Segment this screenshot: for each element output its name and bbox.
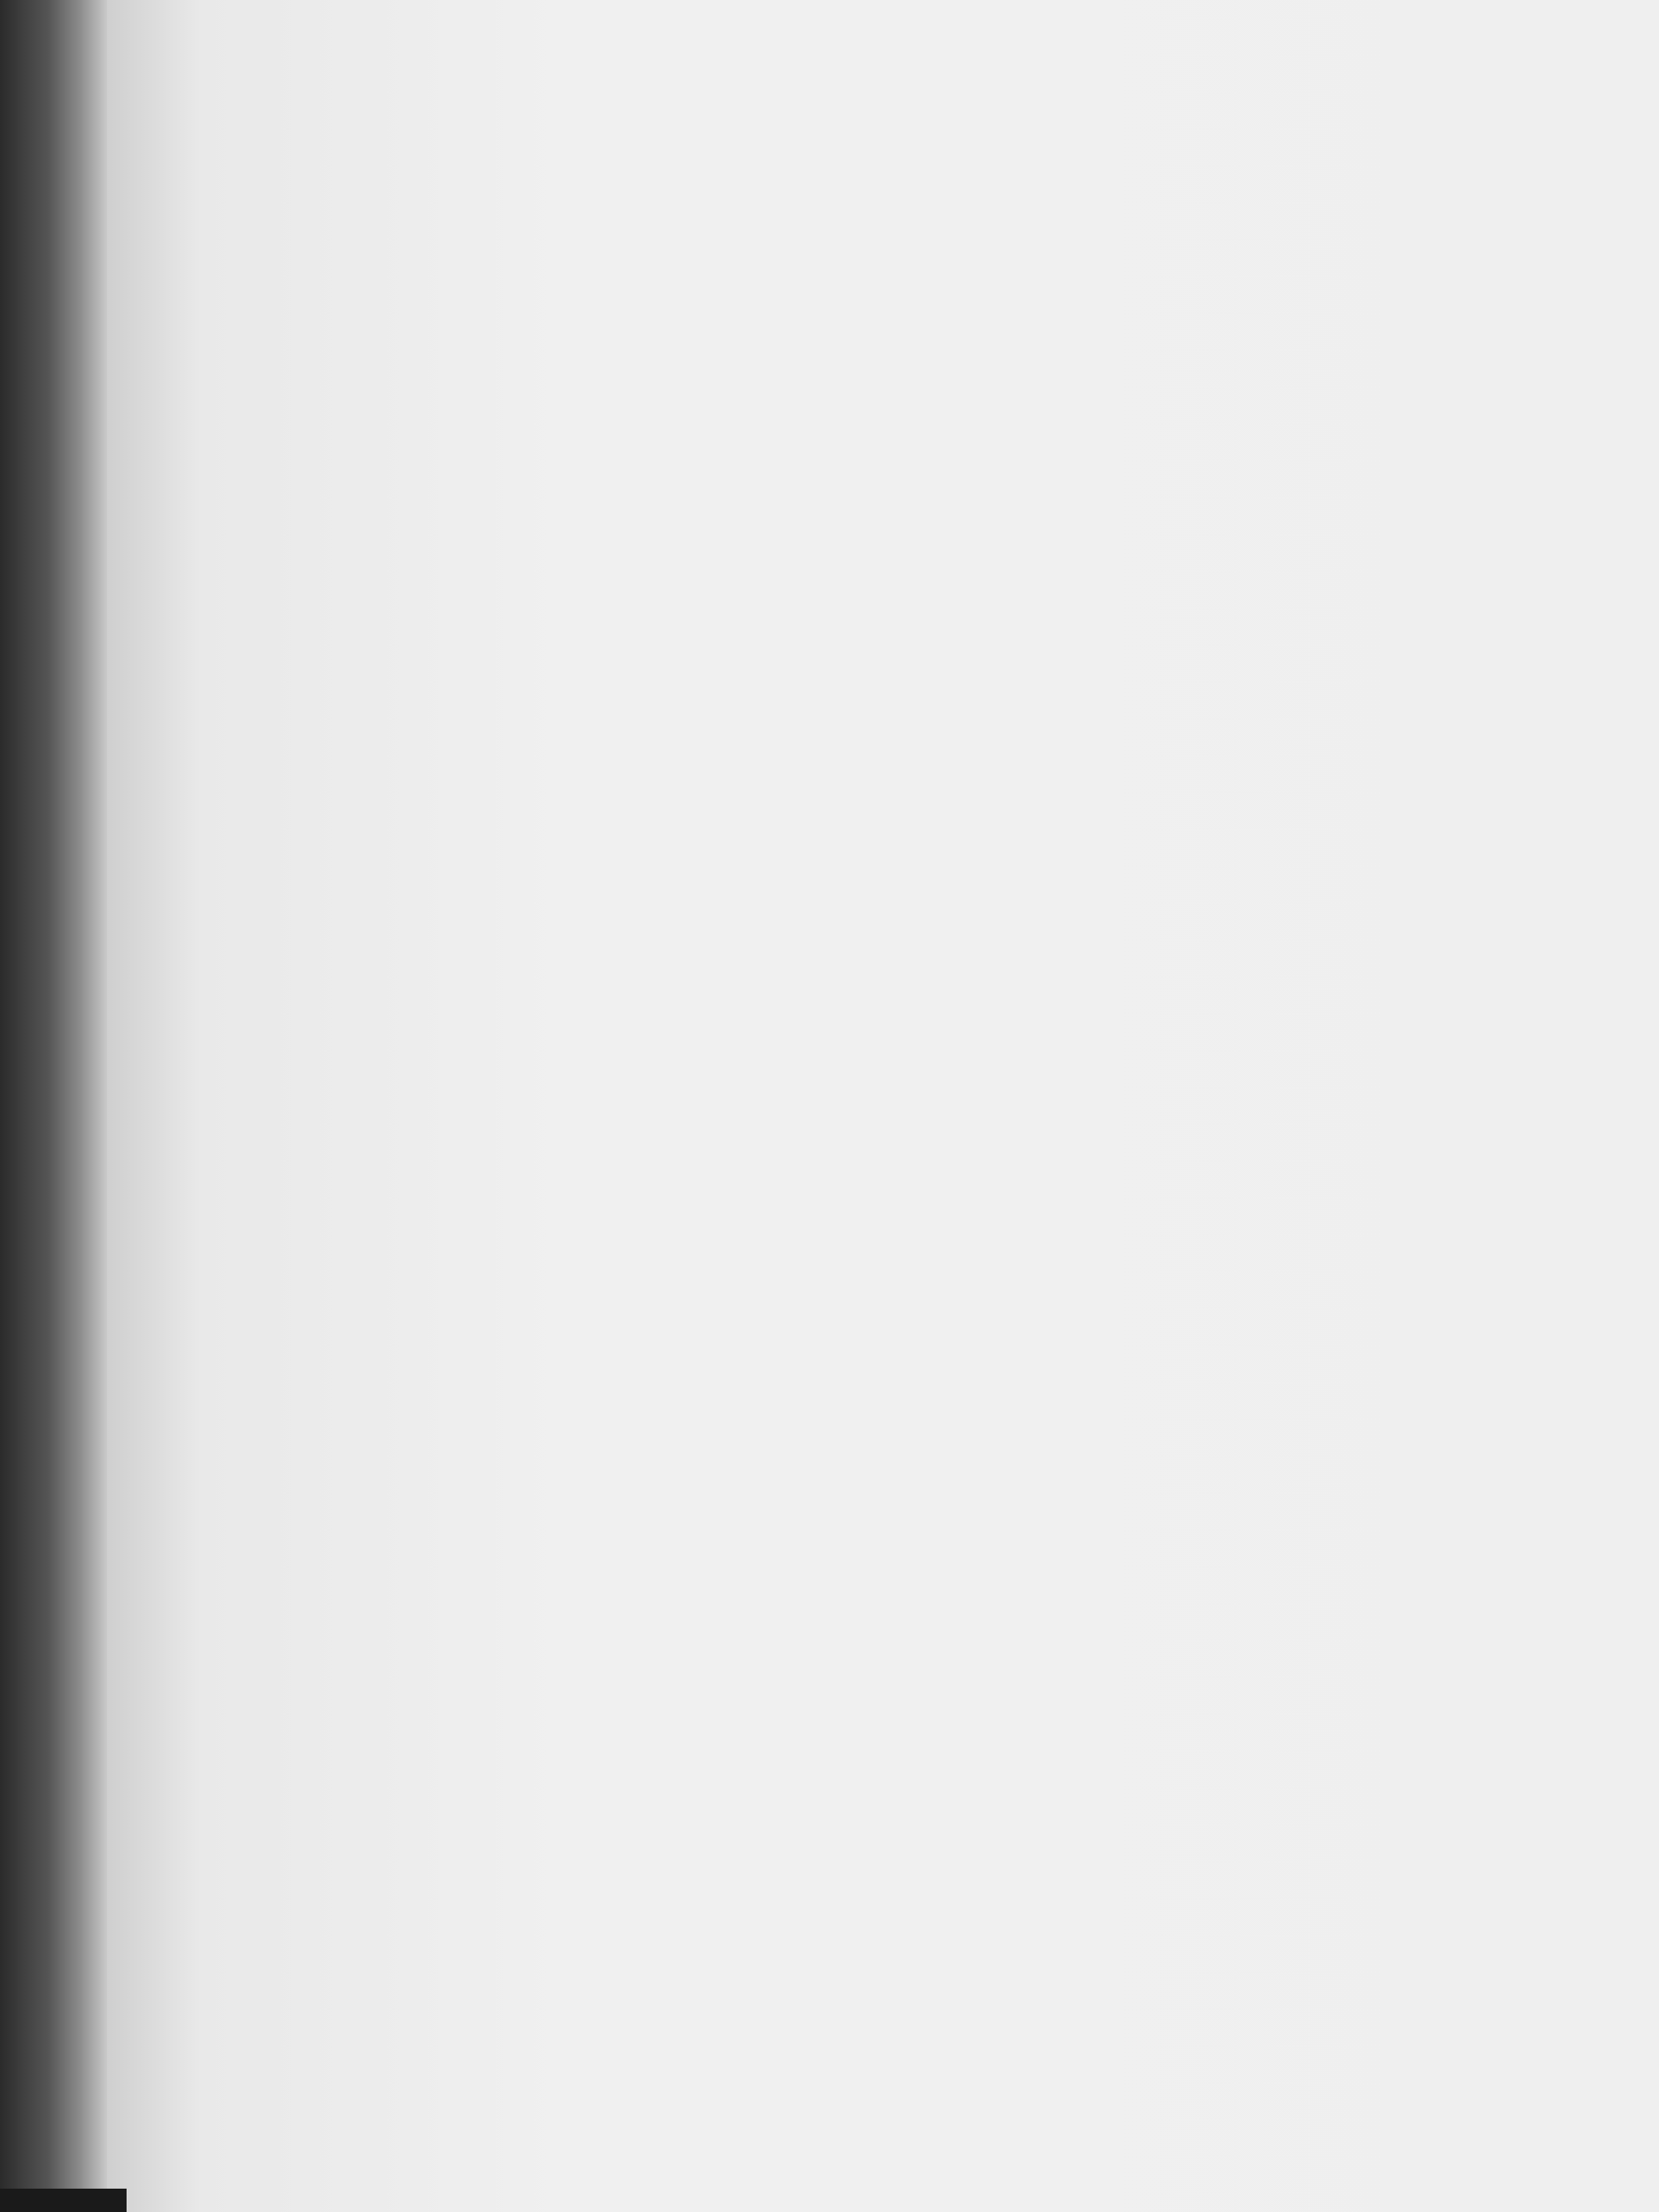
watermark [0, 2189, 127, 2212]
paper-sheet [107, 0, 1659, 2212]
book-spine-shadow [0, 0, 107, 2212]
